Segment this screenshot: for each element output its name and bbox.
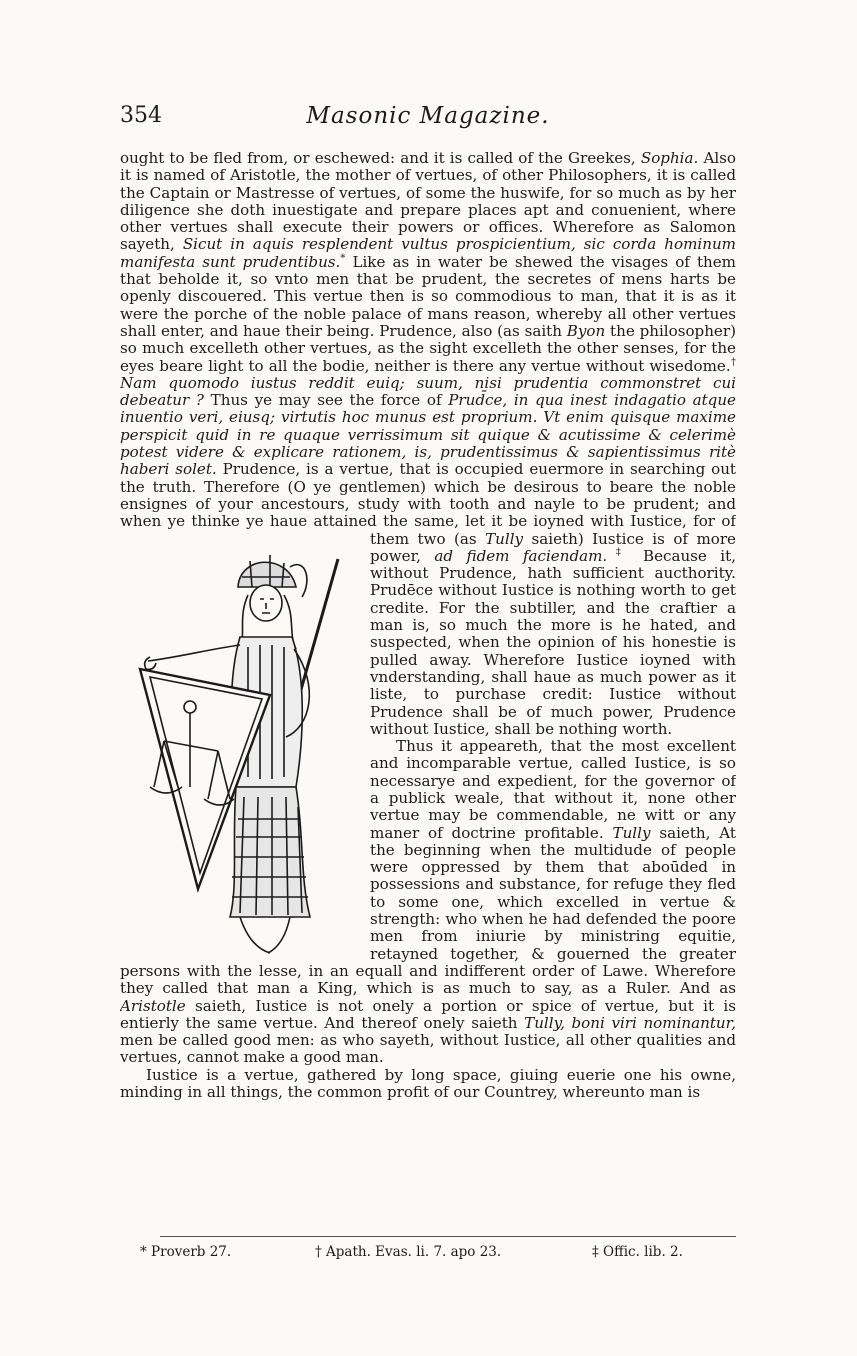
page-header [120, 103, 736, 137]
paragraph: Iustice is a vertue, gathered by long space, giuing euerie one his owne, minding in all things, the common profit of our Countrey, whereunto man is [120, 1065, 736, 1102]
footnote-marker: ‡ [607, 546, 630, 558]
footnotes [140, 1244, 736, 1266]
justice-figure-image [120, 537, 350, 957]
footnote-divider [160, 1236, 736, 1237]
body-text [120, 150, 736, 1232]
page-number: 354 [120, 103, 162, 128]
footnote-marker: * [340, 252, 346, 264]
footnote-marker: † [730, 356, 736, 368]
footnote: ‡ Offic. lib. 2. [592, 1244, 683, 1260]
running-title: Masonic Magazine. [306, 103, 550, 129]
footnote: † Apath. Evas. li. 7. apo 23. [315, 1244, 502, 1260]
justice-woodcut-illustration [120, 537, 360, 963]
paragraph: ought to be fled from, or eschewed: and it is called of the Greekes, Sophia. Also it is named of Aristotle, the mother of vertues, of other Philosophers, it is called the Captain or Mastresse of vertues, of some the huswife, for so much as by her diligence she doth inuestigate and prepare places apt and conuenient, where other vertues shall execute their powers or offices. Wherefore as Salomon sayeth, Sicut in aquis resplendent vultus prospicientium, sic corda hominum manifesta sunt prudentibus.* Like as in water be shewed the visages of them that beholde it, so vnto men that be prudent, the secretes of mens harts be openly discouered. This vertue then is so commodious to man, that it is as it were the porche of the noble palace of mans reason, whereby all other vertues shall enter, and haue their being. Prudence, also (as saith Byon the philosopher) so much excelleth other vertues, as the sight excelleth the other senses, for the eyes beare light to all the bodie, neither is there any vertue without wisedome.† Nam quomodo iustus reddit euiq; suum, nisi prudentia commonstret cui debeatur ? Thus ye may see the force of Prud̄ce, in qua inest indagatio atque inuentio veri, eiusq; virtutis hoc munus est proprium. Vt enim quisque maxime perspicit quid in re quaque verrissimum sit quique & acutissime & celerimè potest videre & explicare rationem, is, prudentissimus & sapientissimus ritè haberi solet. Prudence, is a vertue, that is occupied euermore in searching out the truth. Therefore (O ye gentlemen) which be desirous to beare the noble ensignes of your ancestours, study with tooth and nayle to be prudent; and when ye thinke ye haue attained the same, let it be ioyned with Iustice, for of them two (as Tully saieth) Iustice is of more power, ad fidem faciendam.‡ Because it, without Prudence, hath sufficient aucthority. Prudēce without Iustice is nothing worth to get credite. For the subtiller, and the craftier a man is, so much the more is he hated, and suspected, when the opinion of his honestie is pulled away. Wherefore Iustice ioyned with vnderstanding, shall haue as much power as it liste, to purchase credit: Iustice without Prudence shall be of much power, Prudence without Iustice, shall be nothing worth. [120, 150, 736, 738]
footnote: * Proverb 27. [140, 1244, 232, 1260]
paragraph: Thus it appeareth, that the most excellent and incomparable vertue, called Iustice, is so necessarye and expedient, for the governor of a publick weale, that without it, none other vertue may be commendable, ne witt or any maner of doctrine profitable. Tully saieth, At the beginning when the multidude of people were oppressed by them that aboūded in possessions and substance, for refuge they fled to some one, which excelled in vertue & strength: who when he had defended the poore men from iniurie by ministring equitie, retayned together, & gouerned the greater persons with the lesse, in an equall and indifferent order of Lawe. Wherefore they called that man a King, which is as much to say, as a Ruler. And as Aristotle saieth, Iustice is not onely a portion or spice of vertue, but it is entierly the same vertue. And thereof onely saieth Tully, boni viri nominantur, men be called good men: as who sayeth, without Iustice, all other qualities and vertues, cannot make a good man. [120, 737, 736, 1067]
